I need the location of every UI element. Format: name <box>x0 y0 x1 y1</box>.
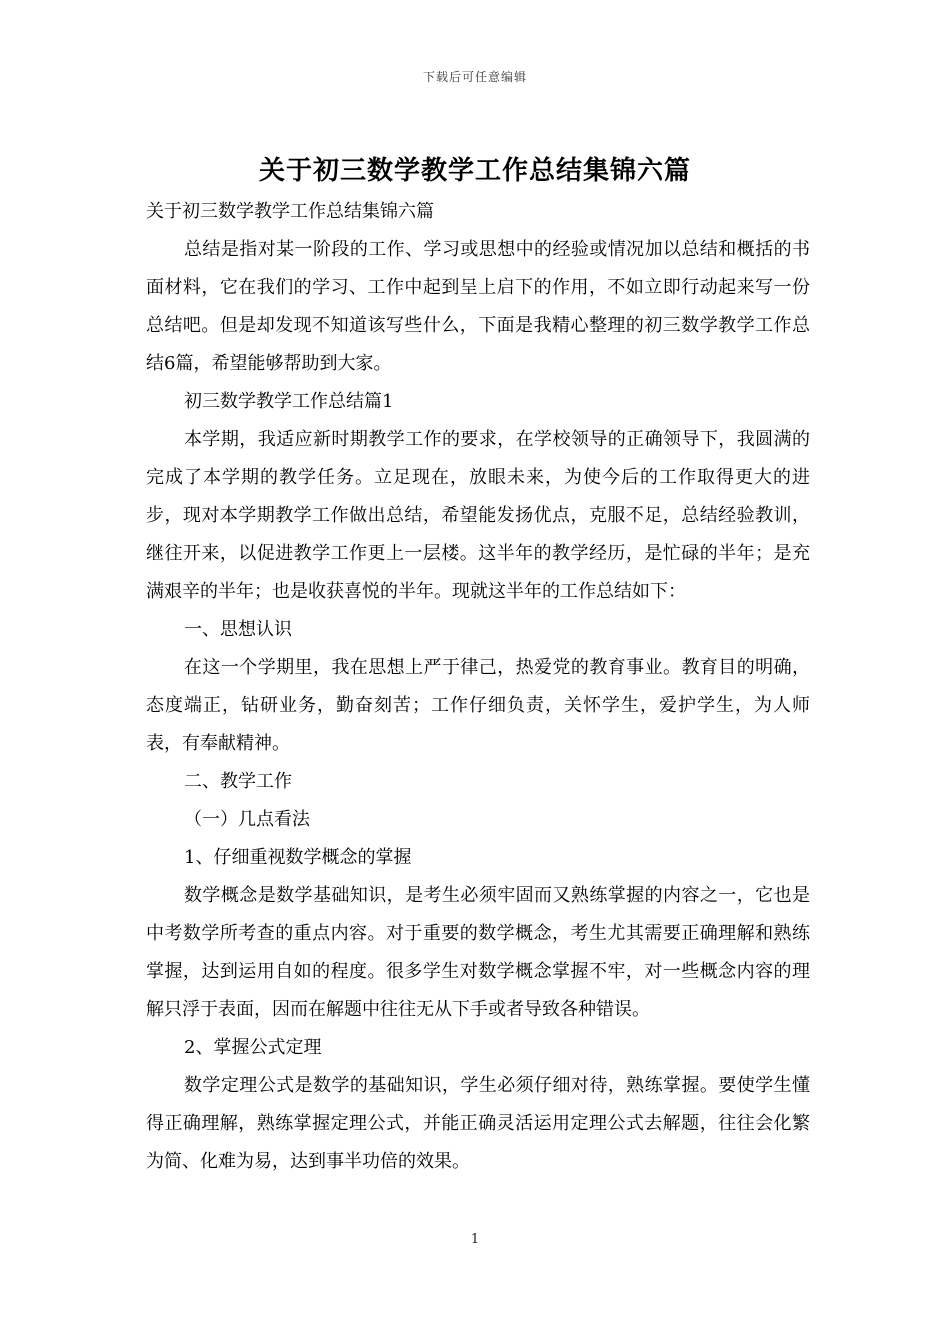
item-heading: 1、仔细重视数学概念的掌握 <box>184 847 412 868</box>
section-heading: 一、思想认识 <box>184 619 292 640</box>
header-note: 下载后可任意编辑 <box>422 70 527 84</box>
section-heading: 初三数学教学工作总结篇1 <box>184 391 394 412</box>
body-paragraph: 数学概念是数学基础知识，是考生必须牢固而又熟练掌握的内容之一，它也是中考数学所考查的重点内容。对于重要的数学概念，考生尤其需要正确理解和熟练掌握，达到运用自如的程度。很多学生对数学概念掌握不牢，对一些概念内容的理解只浮于表面，因而在解题中往往无从下手或者导致各种错误。 <box>146 885 810 1020</box>
body-paragraph: 本学期，我适应新时期教学工作的要求，在学校领导的正确领导下，我圆满的完成了本学期的教学任务。立足现在，放眼未来，为使今后的工作取得更大的进步，现对本学期教学工作做出总结，希望能发扬优点，克服不足，总结经验教训，继往开来，以促进教学工作更上一层楼。这半年的教学经历，是忙碌的半年；是充满艰辛的半年；也是收获喜悦的半年。现就这半年的工作总结如下： <box>146 429 810 602</box>
intro-paragraph: 总结是指对某一阶段的工作、学习或思想中的经验或情况加以总结和概括的书面材料，它在我们的学习、工作中起到呈上启下的作用，不如立即行动起来写一份总结吧。但是却发现不知道该写些什么，下面是我精心整理的初三数学教学工作总结6篇，希望能够帮助到大家。 <box>146 239 810 374</box>
item-heading: 2、掌握公式定理 <box>184 1037 322 1058</box>
document-subtitle: 关于初三数学教学工作总结集锦六篇 <box>146 201 434 222</box>
body-paragraph: 在这一个学期里，我在思想上严于律己，热爱党的教育事业。教育目的明确，态度端正，钻研业务，勤奋刻苦；工作仔细负责，关怀学生，爱护学生，为人师表，有奉献精神。 <box>146 657 810 754</box>
section-heading: 二、教学工作 <box>184 771 292 792</box>
body-paragraph: 数学定理公式是数学的基础知识，学生必须仔细对待，熟练掌握。要使学生懂得正确理解，熟练掌握定理公式，并能正确灵活运用定理公式去解题，往往会化繁为简、化难为易，达到事半功倍的效果。 <box>146 1075 810 1172</box>
subsection-heading: （一）几点看法 <box>184 809 310 830</box>
document-body <box>146 193 810 1181</box>
page-number: 1 <box>470 1232 480 1247</box>
document-title: 关于初三数学教学工作总结集锦六篇 <box>258 156 691 186</box>
